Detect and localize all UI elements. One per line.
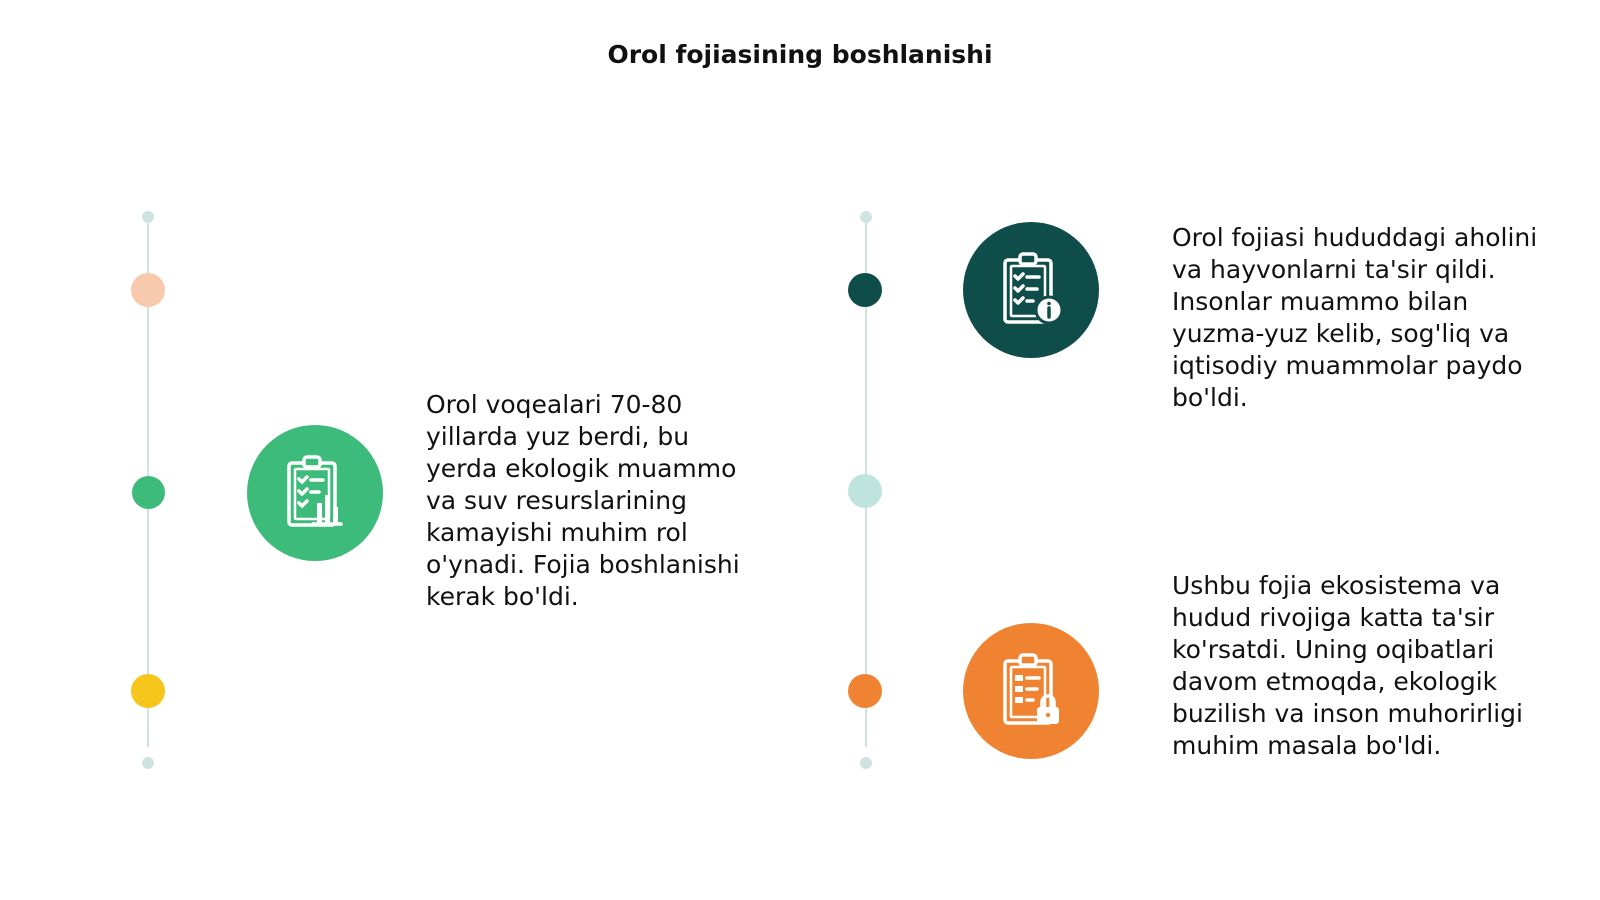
timeline-dot-yellow — [131, 674, 165, 708]
timeline-end-dot — [860, 757, 872, 769]
timeline-dot-light-teal — [848, 474, 882, 508]
timeline-dot-peach — [131, 273, 165, 307]
timeline-dot-dark-teal — [848, 273, 882, 307]
timeline-end-dot — [142, 757, 154, 769]
item-3-text: Ushbu fojia ekosistema va hudud rivojiga katta ta'sir ko'rsatdi. Uning oqibatlari davom etmoqda, ekologik buzilish va inson muhorirligi muhim masala bo'ldi. — [1172, 571, 1524, 760]
slide-title: Orol fojiasining boshlanishi — [607, 40, 993, 69]
timeline-dot-orange — [848, 674, 882, 708]
item-2-text: Orol fojiasi hududdagi aholini va hayvonlarni ta'sir qildi. Insonlar muammo bilan yuzma-yuz kelib, sog'liq va iqtisodiy muammolar paydo bo'ldi. — [1172, 223, 1538, 412]
timeline-dot-green — [132, 476, 165, 509]
item-1-text: Orol voqealari 70-80 yillarda yuz berdi, bu yerda ekologik muammo va suv resurslarining kamayishi muhim rol o'ynadi. Fojia boshlanishi kerak bo'ldi. — [426, 390, 740, 611]
clipboard-chart-icon — [247, 425, 383, 561]
clipboard-info-icon — [963, 222, 1099, 358]
clipboard-lock-icon — [963, 623, 1099, 759]
